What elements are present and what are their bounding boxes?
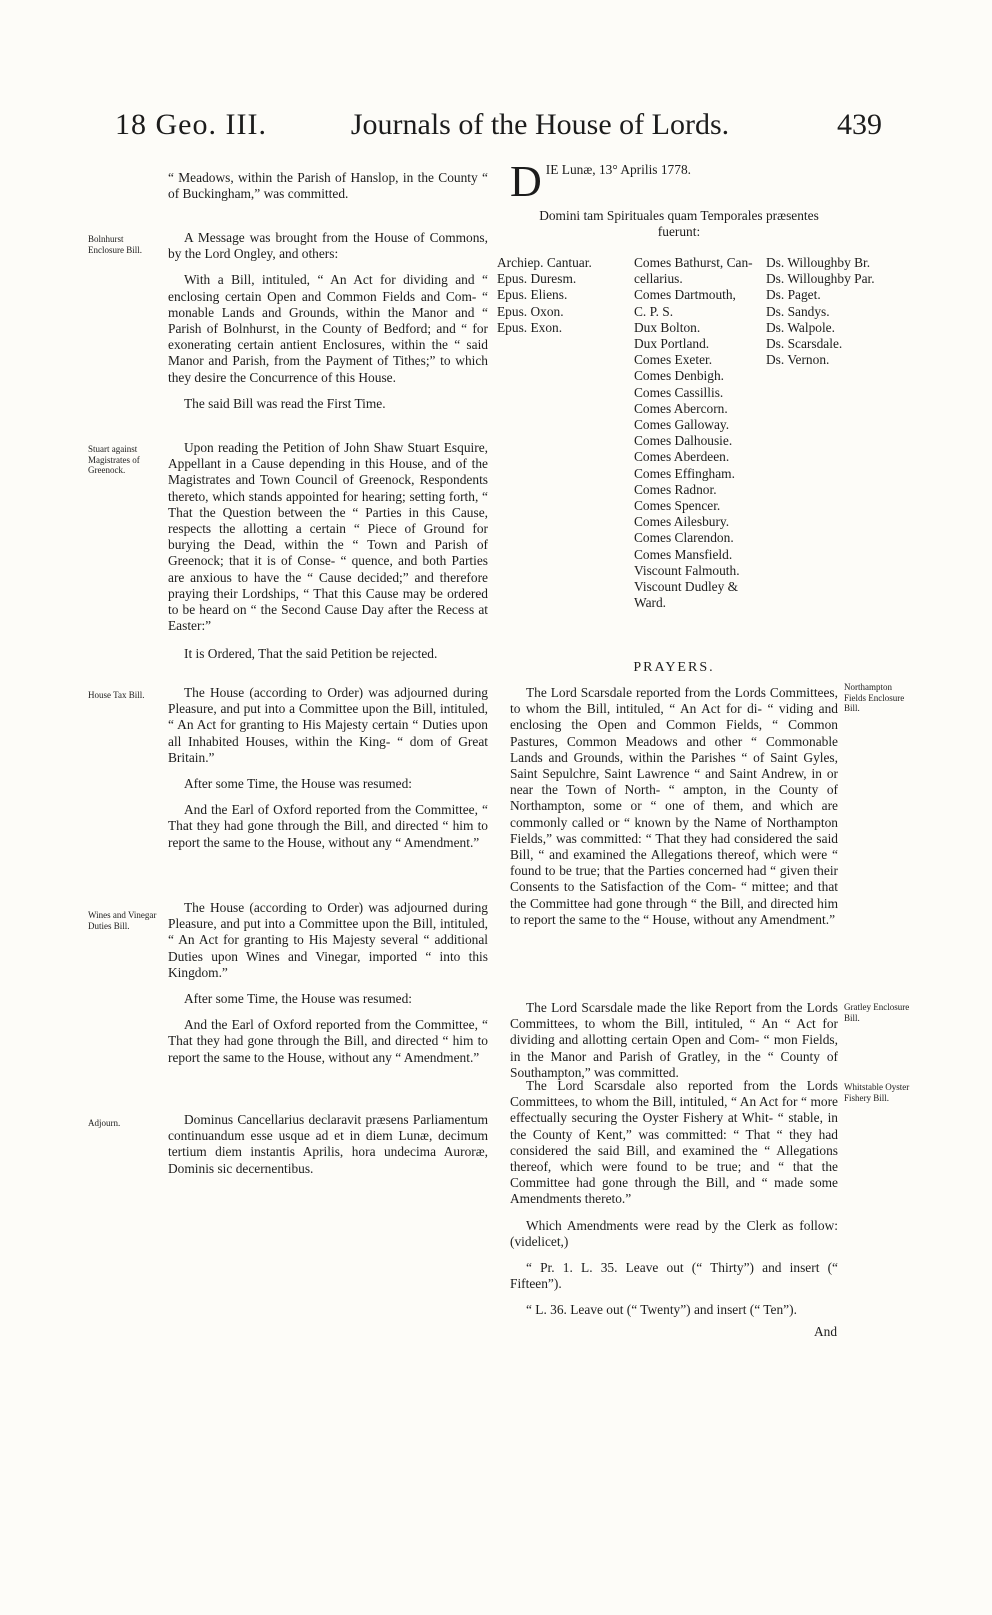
lord-name: Comes Clarendon. <box>634 530 734 546</box>
lords-column-bishops <box>497 255 592 336</box>
lord-name: Ds. Walpole. <box>766 319 835 335</box>
lord-name: Viscount Dudley & <box>634 579 739 595</box>
margin-note-adjourn: Adjourn. <box>88 1118 121 1128</box>
northampton-section <box>510 685 838 928</box>
lord-name: Epus. Oxon. <box>497 303 564 319</box>
date-dropcap: D <box>510 157 542 206</box>
bolnhurst-first-reading: The said Bill was read the First Time. <box>184 395 386 411</box>
whitstable-amendment-2: “ L. 36. Leave out (“ Twenty”) and insert (“ Ten”). <box>526 1302 797 1318</box>
margin-note-gratley: Gratley Enclosure Bill. <box>844 1002 910 1023</box>
lord-name: Ward. <box>634 595 667 611</box>
lord-name: C. P. S. <box>634 303 674 319</box>
lord-name: Comes Spencer. <box>634 498 721 514</box>
lord-name: Ds. Willoughby Br. <box>766 255 871 270</box>
lord-name: Ds. Willoughby Par. <box>766 271 875 287</box>
catchword: And <box>814 1324 838 1339</box>
bolnhurst-message: A Message was brought from the House of Commons, by the Lord Ongley, and others: <box>168 230 488 262</box>
lord-name: Viscount Falmouth. <box>634 562 740 578</box>
margin-note-house-tax: House Tax Bill. <box>88 690 145 700</box>
lord-name: Ds. Paget. <box>766 287 821 303</box>
northampton-report: The Lord Scarsdale reported from the Lords Committees, to whom the Bill, intituled, “ An Act for di- “ viding and enclosing the Open and Common Fields, “ Common Pastures, Common Meadows and other “ Commonable Lands and Grounds, within the Parishes “ of Saint Gyles, Saint Sepulchre, Saint Lawrence “ and Saint Andrew, in or near the Town of North- “ ampton, in the County of Northampton, some or “ one of them, and which are commonly called or “ known by the Name of Northampton Fields,” was committed: “ That they had considered the said Bill, “ and examined the Allegations thereof, which were “ found to be true; that the Parties concerned had “ given their Consents to the Satisfaction of the Com- “ mittee; and that the Committee had gone through “ the Bill, and directed him to report the same to the “ House, without any Amendment.” <box>510 685 838 927</box>
lord-name: Epus. Exon. <box>497 319 563 335</box>
lord-name: Ds. Scarsdale. <box>766 336 843 352</box>
lord-name: Comes Ailesbury. <box>634 514 730 530</box>
date-text: IE Lunæ, 13° Aprilis 1778. <box>545 162 691 177</box>
lord-name: Comes Radnor. <box>634 481 717 497</box>
lord-name: Comes Abercorn. <box>634 400 728 416</box>
lord-name: Ds. Sandys. <box>766 303 830 319</box>
wines-section <box>168 900 488 1066</box>
lord-name: Epus. Duresm. <box>497 271 577 287</box>
left-intro: “ Meadows, within the Parish of Hanslop, in the County “ of Buckingham,” was committed. <box>168 170 488 202</box>
house-tax-committee: The House (according to Order) was adjourned during Pleasure, and put into a Committee upon the Bill, intituled, “ An Act for granting to His Majesty certain “ Duties upon all Inhabited Houses, within the King- “ dom of Great Britain.” <box>168 685 488 765</box>
margin-note-bolnhurst: Bolnhurst Enclosure Bill. <box>88 234 142 255</box>
lord-name: Comes Dartmouth, <box>634 287 736 303</box>
wines-committee: The House (according to Order) was adjourned during Pleasure, and put into a Committee upon the Bill, intituled, “ An Act for granting to His Majesty several “ additional Duties upon Wines and Vinegar, imported “ into this Kingdom.” <box>168 900 488 980</box>
gratley-report: The Lord Scarsdale made the like Report from the Lords Committees, to whom the Bill, intituled, “ An “ Act for dividing and allotting certain Open and Com- “ mon Fields, in the Manor and Parish of Gratley, in the “ County of Southampton,” was committed. <box>510 1000 838 1080</box>
lord-name: Dux Bolton. <box>634 319 701 335</box>
lord-name: Comes Denbigh. <box>634 368 725 384</box>
lord-name: Comes Dalhousie. <box>634 433 733 449</box>
whitstable-amendments-intro: Which Amendments were read by the Clerk as follow: (videlicet,) <box>510 1217 838 1249</box>
whitstable-amendment-1: “ Pr. 1. L. 35. Leave out (“ Thirty”) and insert (“ Fifteen”). <box>510 1260 838 1292</box>
lords-column-peers <box>634 255 753 611</box>
stuart-petition: Upon reading the Petition of John Shaw Stuart Esquire, Appellant in a Cause depending in this House, and of the Magistrates and Town Council of Greenock, Respondents thereto, which stands appointed for hearing; setting forth, “ That the Question between the “ Parties in this Cause, respects the allotting a certain “ Piece of Ground for burying the Dead, within the “ Town and Parish of Greenock; that it is of Conse- “ quence, and both Parties are anxious to have the “ Cause decided;” and therefore praying their Lordships, “ That this Cause may be ordered to be heard on “ the Second Cause Day after the Recess at Easter:” <box>168 440 488 634</box>
lord-name: Dux Portland. <box>634 336 710 352</box>
prayers-heading: PRAYERS. <box>633 660 715 675</box>
adjourn-section <box>168 1112 488 1177</box>
page-number: 439 <box>837 108 882 141</box>
header-title: Journals of the House of Lords. <box>350 108 730 141</box>
house-tax-resumed: After some Time, the House was resumed: <box>184 776 412 792</box>
header-session: 18 Geo. III. <box>115 108 267 141</box>
whitstable-section <box>510 1078 838 1319</box>
domini-line: Domini tam Spirituales quam Temporales præsentes fuerunt: <box>539 208 819 240</box>
margin-note-stuart: Stuart against Magistrates of Greenock. <box>88 444 140 475</box>
house-tax-section <box>168 685 488 851</box>
margin-note-wines: Wines and Vinegar Duties Bill. <box>88 910 157 931</box>
lord-name: Comes Mansfield. <box>634 546 733 562</box>
adjourn-text: Dominus Cancellarius declaravit præsens Parliamentum continuandum esse usque ad et in diem Lunæ, decimum tertium diem instantis Aprilis, hora undecima Auroræ, Dominis sic decernentibus. <box>168 1112 488 1176</box>
lord-name: Comes Bathurst, Can- <box>634 255 753 270</box>
lord-name: Comes Galloway. <box>634 417 730 433</box>
gratley-section <box>510 1000 838 1081</box>
sitting-date <box>510 157 838 206</box>
stuart-section <box>168 440 488 663</box>
house-tax-report: And the Earl of Oxford reported from the Committee, “ That they had gone through the Bill, and directed “ him to report the same to the House, without any “ Amendment.” <box>168 802 488 850</box>
wines-resumed: After some Time, the House was resumed: <box>184 991 412 1007</box>
stuart-order: It is Ordered, That the said Petition be rejected. <box>184 646 438 662</box>
lord-name: Comes Cassillis. <box>634 384 724 400</box>
lord-name: Archiep. Cantuar. <box>497 255 592 270</box>
lord-name: Ds. Vernon. <box>766 352 830 368</box>
lord-name: Comes Aberdeen. <box>634 449 730 465</box>
lords-column-barons <box>766 255 875 368</box>
lord-name: Epus. Eliens. <box>497 287 568 303</box>
bolnhurst-bill: With a Bill, intituled, “ An Act for dividing and “ enclosing certain Open and Common Fields and Com- “ monable Lands and Grounds, within the Manor and “ Parish of Bolnhurst, in the County of Bedford; and “ for exonerating certain antient Enclosures, within the “ said Manor and Parish, from the Payment of Tithes;” to which they desire the Concurrence of this House. <box>168 272 488 385</box>
margin-note-whitstable: Whitstable Oyster Fishery Bill. <box>844 1082 910 1103</box>
wines-report: And the Earl of Oxford reported from the Committee, “ That they had gone through the Bill, and directed “ him to report the same to the House, without any “ Amendment.” <box>168 1017 488 1065</box>
bolnhurst-section <box>168 230 488 412</box>
lord-name: Comes Effingham. <box>634 465 735 481</box>
lord-name: Comes Exeter. <box>634 352 713 368</box>
whitstable-report: The Lord Scarsdale also reported from the Lords Committees, to whom the Bill, intituled, “ An Act for “ more effectually securing the Oyster Fishery at Whit- “ stable, in the County of Kent,” was committed: “ That “ they had considered the said Bill, and examined the “ Allegations thereof, which were found to be true; and “ that the Committee had gone through the Bill, and “ made some Amendments thereto.” <box>510 1078 838 1207</box>
margin-note-northampton: Northampton Fields Enclosure Bill. <box>844 682 905 713</box>
lord-name: cellarius. <box>634 271 683 287</box>
